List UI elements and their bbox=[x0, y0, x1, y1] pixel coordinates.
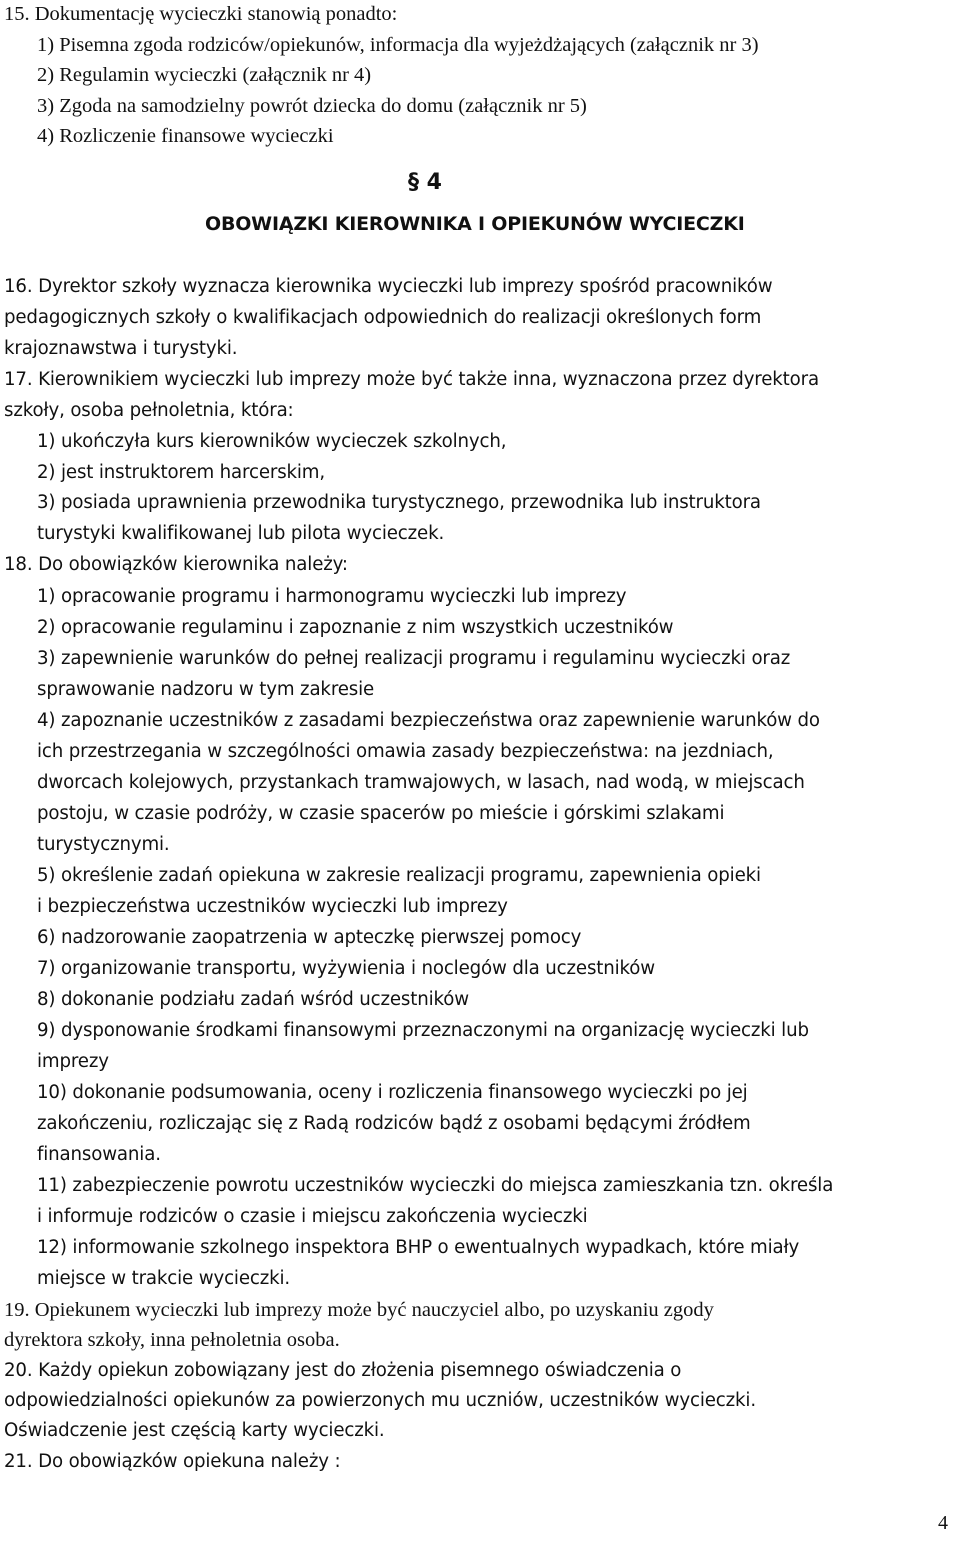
p17-item-1: 1) ukończyła kurs kierowników wycieczek szkolnych, bbox=[37, 431, 507, 452]
p18-line: finansowania. bbox=[37, 1144, 161, 1165]
p15-item-1: 1) Pisemna zgoda rodziców/opiekunów, informacja dla wyjeżdżających (załącznik nr 3) bbox=[37, 34, 759, 56]
p18-line: miejsce w trakcie wycieczki. bbox=[37, 1268, 291, 1289]
p18-line: 5) określenie zadań opiekuna w zakresie realizacji programu, zapewnienia opieki bbox=[37, 865, 761, 886]
p18-line: 7) organizowanie transportu, wyżywienia i noclegów dla uczestników bbox=[37, 958, 655, 979]
p18-line: 2) opracowanie regulaminu i zapoznanie z nim wszystkich uczestników bbox=[37, 617, 674, 638]
p18-line: sprawowanie nadzoru w tym zakresie bbox=[37, 679, 375, 700]
p18-line: 6) nadzorowanie zaopatrzenia w apteczkę pierwszej pomocy bbox=[37, 927, 582, 948]
p18-line: i informuje rodziców o czasie i miejscu zakończenia wycieczki bbox=[37, 1206, 588, 1227]
p18-line: 9) dysponowanie środkami finansowymi przeznaczonymi na organizację wycieczki lub bbox=[37, 1020, 809, 1041]
p17-item-3-cont: turystyki kwalifikowanej lub pilota wycieczek. bbox=[37, 523, 445, 544]
p17-item-3: 3) posiada uprawnienia przewodnika turystycznego, przewodnika lub instruktora bbox=[37, 492, 761, 513]
p17-item-2: 2) jest instruktorem harcerskim, bbox=[37, 462, 326, 483]
p18-line: 4) zapoznanie uczestników z zasadami bezpieczeństwa oraz zapewnienie warunków do bbox=[37, 710, 820, 731]
p18-line: imprezy bbox=[37, 1051, 109, 1072]
p18-line: 1) opracowanie programu i harmonogramu wycieczki lub imprezy bbox=[37, 586, 627, 607]
p18-line: turystycznymi. bbox=[37, 834, 170, 855]
p19-line-2: dyrektora szkoły, inna pełnoletnia osoba. bbox=[4, 1329, 340, 1351]
p18-line: 10) dokonanie podsumowania, oceny i rozliczenia finansowego wycieczki po jej bbox=[37, 1082, 748, 1103]
p18-line: 11) zabezpieczenie powrotu uczestników wycieczki do miejsca zamieszkania tzn. określa bbox=[37, 1175, 834, 1196]
p17-line-1: 17. Kierownikiem wycieczki lub imprezy może być także inna, wyznaczona przez dyrektora bbox=[4, 369, 819, 390]
section-number: § 4 bbox=[408, 170, 442, 195]
p18-intro: 18. Do obowiązków kierownika należy: bbox=[4, 554, 348, 575]
p16-line-2: pedagogicznych szkoły o kwalifikacjach odpowiednich do realizacji określonych form bbox=[4, 307, 762, 328]
p18-line: dworcach kolejowych, przystankach tramwajowych, w lasach, nad wodą, w miejscach bbox=[37, 772, 805, 793]
p18-line: postoju, w czasie podróży, w czasie spacerów po mieście i górskimi szlakami bbox=[37, 803, 725, 824]
p18-line: 12) informowanie szkolnego inspektora BHP o ewentualnych wypadkach, które miały bbox=[37, 1237, 800, 1258]
p21-intro: 21. Do obowiązków opiekuna należy : bbox=[4, 1451, 341, 1472]
paragraph-15-intro: 15. Dokumentację wycieczki stanowią ponadto: bbox=[4, 3, 398, 25]
p20-line-3: Oświadczenie jest częścią karty wycieczki. bbox=[4, 1420, 385, 1441]
p15-item-2: 2) Regulamin wycieczki (załącznik nr 4) bbox=[37, 64, 372, 86]
p15-item-3: 3) Zgoda na samodzielny powrót dziecka do domu (załącznik nr 5) bbox=[37, 95, 587, 117]
p20-line-2: odpowiedzialności opiekunów za powierzonych mu uczniów, uczestników wycieczki. bbox=[4, 1390, 756, 1411]
section-title: OBOWIĄZKI KIEROWNIKA I OPIEKUNÓW WYCIECZKI bbox=[205, 213, 745, 235]
p18-line: i bezpieczeństwa uczestników wycieczki lub imprezy bbox=[37, 896, 508, 917]
p20-line-1: 20. Każdy opiekun zobowiązany jest do złożenia pisemnego oświadczenia o bbox=[4, 1360, 682, 1381]
p18-line: 8) dokonanie podziału zadań wśród uczestników bbox=[37, 989, 469, 1010]
page-number: 4 bbox=[938, 1512, 948, 1534]
p18-line: zakończeniu, rozliczając się z Radą rodziców bądź z osobami będącymi źródłem bbox=[37, 1113, 751, 1134]
p16-line-1: 16. Dyrektor szkoły wyznacza kierownika wycieczki lub imprezy spośród pracowników bbox=[4, 276, 773, 297]
p18-line: ich przestrzegania w szczególności omawia zasady bezpieczeństwa: na jezdniach, bbox=[37, 741, 774, 762]
p16-line-3: krajoznawstwa i turystyki. bbox=[4, 338, 238, 359]
p18-line: 3) zapewnienie warunków do pełnej realizacji programu i regulaminu wycieczki oraz bbox=[37, 648, 791, 669]
p15-item-4: 4) Rozliczenie finansowe wycieczki bbox=[37, 125, 334, 147]
p19-line-1: 19. Opiekunem wycieczki lub imprezy może być nauczyciel albo, po uzyskaniu zgody bbox=[4, 1299, 714, 1321]
p17-line-2: szkoły, osoba pełnoletnia, która: bbox=[4, 400, 294, 421]
